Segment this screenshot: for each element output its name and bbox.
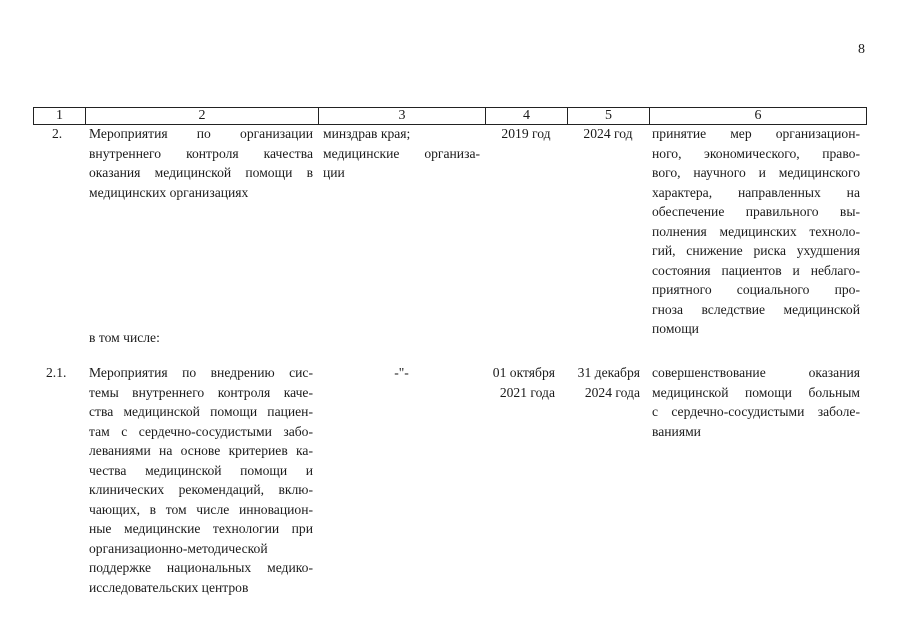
row-2-start: 2019 год xyxy=(501,126,551,141)
page-number: 8 xyxy=(858,42,865,57)
row-2-1-start xyxy=(485,363,567,402)
row-2-1-result-line: совершенствование оказания xyxy=(652,365,860,380)
row-2-result-line: помощи xyxy=(652,321,699,336)
row-2-executor xyxy=(323,124,480,183)
row-2-1-activity-line: темы внутреннего контроля каче- xyxy=(89,384,313,400)
row-2-1-activity-line: ные медицинские технологии при xyxy=(89,521,313,536)
row-2-result-line: гий, снижение риска ухудшения xyxy=(652,243,860,258)
row-2-result-line: гноза вследствие медицинской xyxy=(652,301,860,317)
row-2-1-end-line: 2024 года xyxy=(584,384,640,400)
row-2-result-line: характера, направленных на xyxy=(652,184,860,200)
column-header-row xyxy=(34,108,867,125)
column-header-6: 6 xyxy=(650,108,867,125)
row-2-1-number: 2.1. xyxy=(46,365,67,380)
row-2-result-line: состояния пациентов и неблаго- xyxy=(652,262,860,278)
row-2-1-activity-line: поддержке национальных медико- xyxy=(89,560,313,575)
column-header-3: 3 xyxy=(319,108,486,125)
row-2-1-result-line: с сердечно-сосудистыми заболе- xyxy=(652,404,860,419)
column-header-5: 5 xyxy=(568,108,650,125)
row-2-result-line: ного, экономического, право- xyxy=(652,145,860,161)
row-2-1-activity-line: ства медицинской помощи пациен- xyxy=(89,404,313,419)
row-2-1-end xyxy=(567,363,649,402)
row-2-1-activity-line: чества медицинской помощи и xyxy=(89,462,313,478)
row-2-1-start-line: 01 октября xyxy=(492,365,555,380)
row-2-1-result-line: ваниями xyxy=(652,423,701,439)
row-2-activity-line: медицинских организациях xyxy=(89,184,249,200)
row-2-1-activity-line: там с сердечно-сосудистыми забо- xyxy=(89,423,313,439)
row-2-executor-line: медицинские организа- xyxy=(323,145,480,161)
row-2-1-activity-line: исследовательских центров xyxy=(89,579,249,595)
row-2-result-line: приятного социального про- xyxy=(652,282,860,297)
row-2-1-executor: -"- xyxy=(394,365,409,380)
row-2-number: 2. xyxy=(52,126,63,141)
row-2-activity-line: внутреннего контроля качества xyxy=(89,145,313,161)
row-2-executor-line: ции xyxy=(323,165,345,180)
row-2-1-end-line: 31 декабря xyxy=(577,365,640,380)
row-2-result-line: обеспечение правильного вы- xyxy=(652,204,860,219)
column-header-table xyxy=(33,107,867,125)
row-2-1-activity-line: клинических рекомендаций, вклю- xyxy=(89,482,313,497)
row-2-activity-line: Мероприятия по организации xyxy=(89,126,313,141)
row-2-1-activity-line: Мероприятия по внедрению сис- xyxy=(89,365,313,380)
row-2-1-activity-line: леваниями на основе критериев ка- xyxy=(89,443,313,458)
including-label: в том числе: xyxy=(89,330,160,345)
row-2-activity-line: оказания медицинской помощи в xyxy=(89,165,313,180)
row-2-1-start-line: 2021 года xyxy=(499,384,555,400)
row-2-1-result xyxy=(652,363,860,441)
row-2-result-line: принятие мер организацион- xyxy=(652,126,860,141)
row-2-result-line: полнения медицинских техноло- xyxy=(652,223,860,239)
row-2-1-activity xyxy=(89,363,313,597)
row-2-1-result-line: медицинской помощи больным xyxy=(652,384,860,400)
row-2-result xyxy=(652,124,860,339)
row-2-1-activity-line: чающих, в том числе инновацион- xyxy=(89,501,313,517)
row-2-end: 2024 год xyxy=(583,126,633,141)
row-2-executor-line: минздрав края; xyxy=(323,126,411,141)
column-header-1: 1 xyxy=(34,108,86,125)
column-header-2: 2 xyxy=(86,108,319,125)
column-header-4: 4 xyxy=(486,108,568,125)
row-2-1-activity-line: организационно-методической xyxy=(89,540,268,556)
row-2-result-line: вого, научного и медицинского xyxy=(652,165,860,180)
row-2-activity xyxy=(89,124,313,202)
